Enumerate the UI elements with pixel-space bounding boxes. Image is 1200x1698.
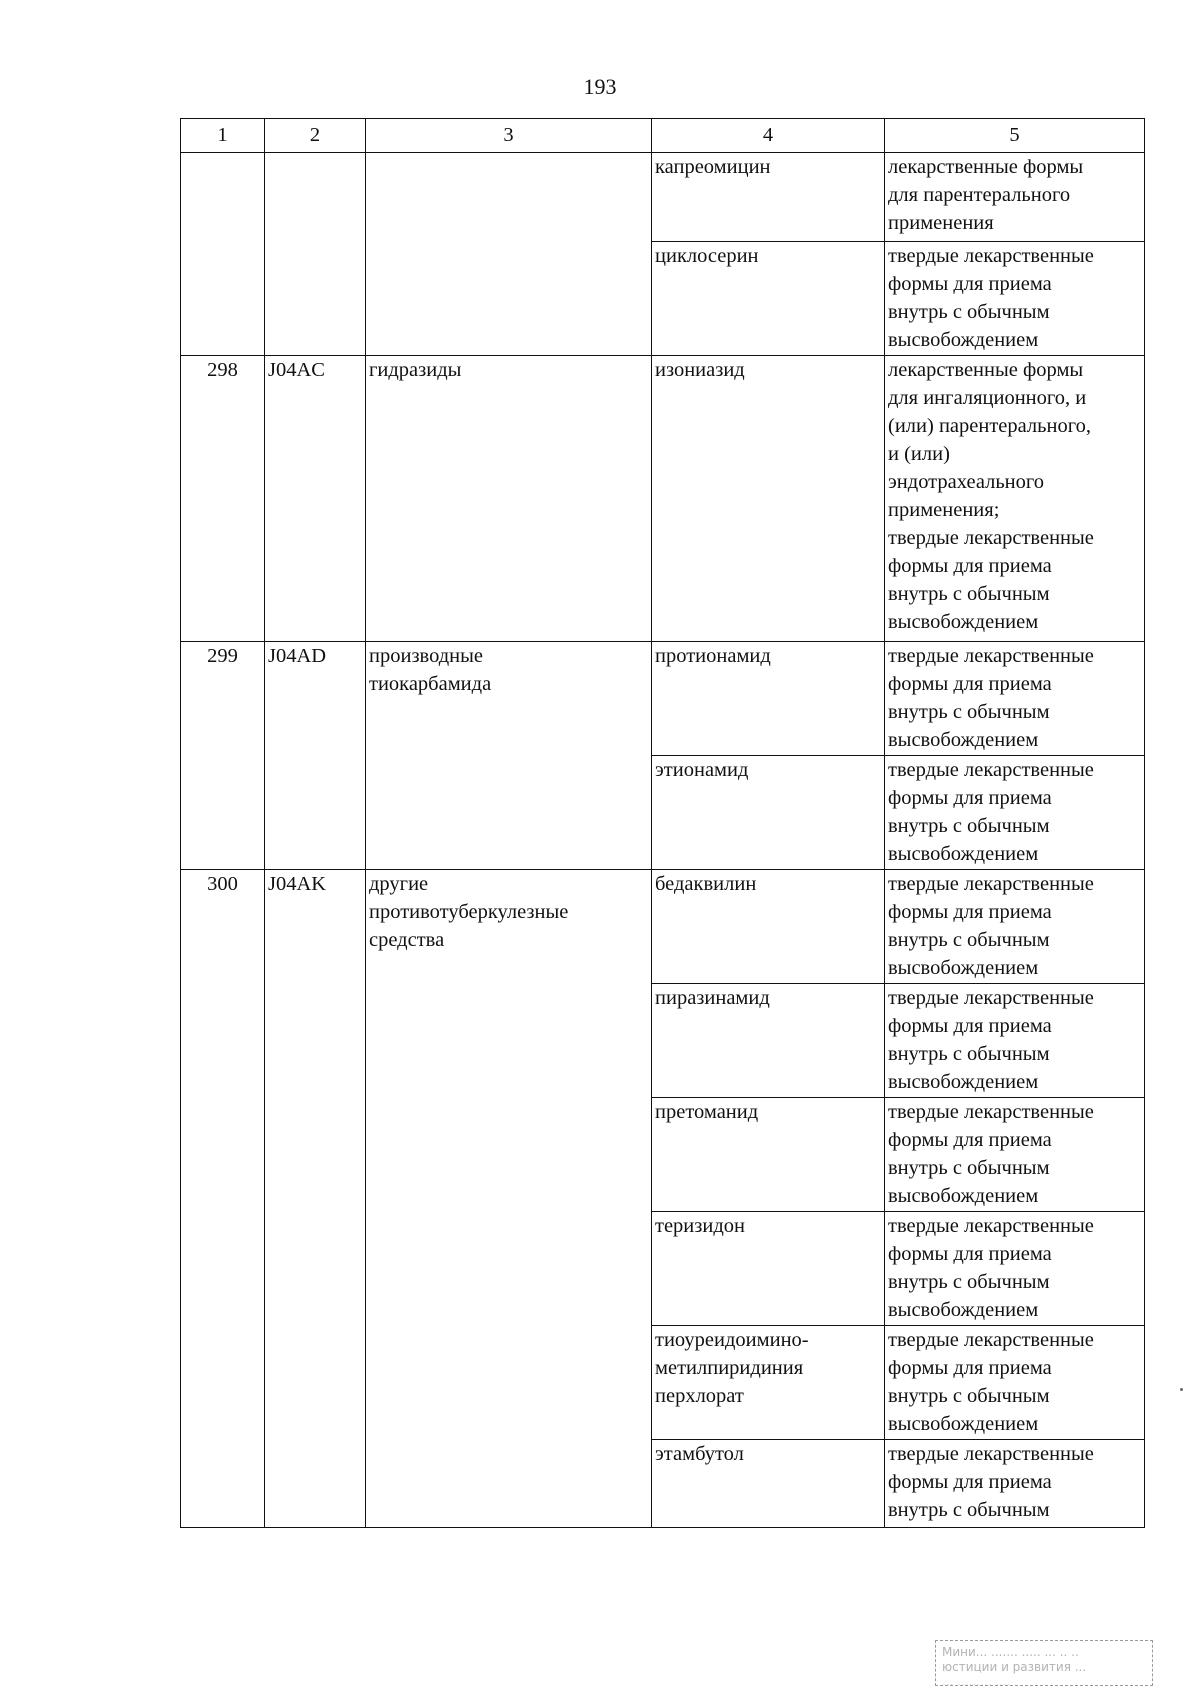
table-header-row <box>181 119 1145 153</box>
table-row <box>181 642 1145 756</box>
dosage-form-cell: твердые лекарственные формы для приема внутрь с обычным высвобождением <box>885 870 1145 984</box>
drug-name-cell: протионамид <box>652 642 885 756</box>
stamp-line: Мини... ....... ..... ... .. .. <box>942 1645 1079 1659</box>
row-number-cell: 300 <box>181 870 265 1528</box>
dosage-form-cell: твердые лекарственные формы для приема внутрь с обычным высвобождением <box>885 642 1145 756</box>
atc-code-cell: J04AC <box>265 356 366 642</box>
table-row <box>181 153 1145 242</box>
atc-code-cell: J04AD <box>265 642 366 870</box>
scan-speck <box>1180 1388 1183 1391</box>
dosage-form-cell: твердые лекарственные формы для приема внутрь с обычным высвобождением <box>885 1098 1145 1212</box>
drug-name-cell: теризидон <box>652 1212 885 1326</box>
drug-name-cell: этионамид <box>652 756 885 870</box>
header-col-3: 3 <box>366 119 652 153</box>
drug-name-cell: этамбутол <box>652 1440 885 1528</box>
drug-name-cell: пиразинамид <box>652 984 885 1098</box>
table-row <box>181 356 1145 642</box>
header-col-2: 2 <box>265 119 366 153</box>
faded-stamp <box>935 1640 1153 1686</box>
medicines-table <box>180 118 1145 1528</box>
row-number-cell: 299 <box>181 642 265 870</box>
drug-name-cell: бедаквилин <box>652 870 885 984</box>
header-col-1: 1 <box>181 119 265 153</box>
stamp-line: ... ......... .... <box>942 1675 1011 1686</box>
dosage-form-cell: твердые лекарственные формы для приема внутрь с обычным высвобождением <box>885 1212 1145 1326</box>
dosage-form-cell: твердые лекарственные формы для приема внутрь с обычным высвобождением <box>885 1326 1145 1440</box>
dosage-form-cell: твердые лекарственные формы для приема внутрь с обычным <box>885 1440 1145 1528</box>
drug-name-cell: претоманид <box>652 1098 885 1212</box>
dosage-form-cell: лекарственные формы для парентерального применения <box>885 153 1145 242</box>
group-name-cell: другие противотуберкулезные средства <box>366 870 652 1528</box>
group-name-cell <box>366 153 652 356</box>
drug-name-cell: капреомицин <box>652 153 885 242</box>
stamp-line: юстиции и развития ... <box>942 1660 1087 1674</box>
header-col-4: 4 <box>652 119 885 153</box>
row-number-cell: 298 <box>181 356 265 642</box>
dosage-form-cell: твердые лекарственные формы для приема внутрь с обычным высвобождением <box>885 242 1145 356</box>
group-name-cell: гидразиды <box>366 356 652 642</box>
row-number-cell <box>181 153 265 356</box>
group-name-cell: производные тиокарбамида <box>366 642 652 870</box>
header-col-5: 5 <box>885 119 1145 153</box>
table-row <box>181 870 1145 984</box>
atc-code-cell <box>265 153 366 356</box>
page-number: 193 <box>583 74 617 99</box>
atc-code-cell: J04AK <box>265 870 366 1528</box>
dosage-form-cell: лекарственные формы для ингаляционного, и (или) парентерального, и (или) эндотрахеального применения; твердые лекарственные формы для приема внутрь с обычным высвобождением <box>885 356 1145 642</box>
drug-name-cell: изониазид <box>652 356 885 642</box>
drug-name-cell: циклосерин <box>652 242 885 356</box>
drug-name-cell: тиоуреидоимино- метилпиридиния перхлорат <box>652 1326 885 1440</box>
dosage-form-cell: твердые лекарственные формы для приема внутрь с обычным высвобождением <box>885 756 1145 870</box>
dosage-form-cell: твердые лекарственные формы для приема внутрь с обычным высвобождением <box>885 984 1145 1098</box>
